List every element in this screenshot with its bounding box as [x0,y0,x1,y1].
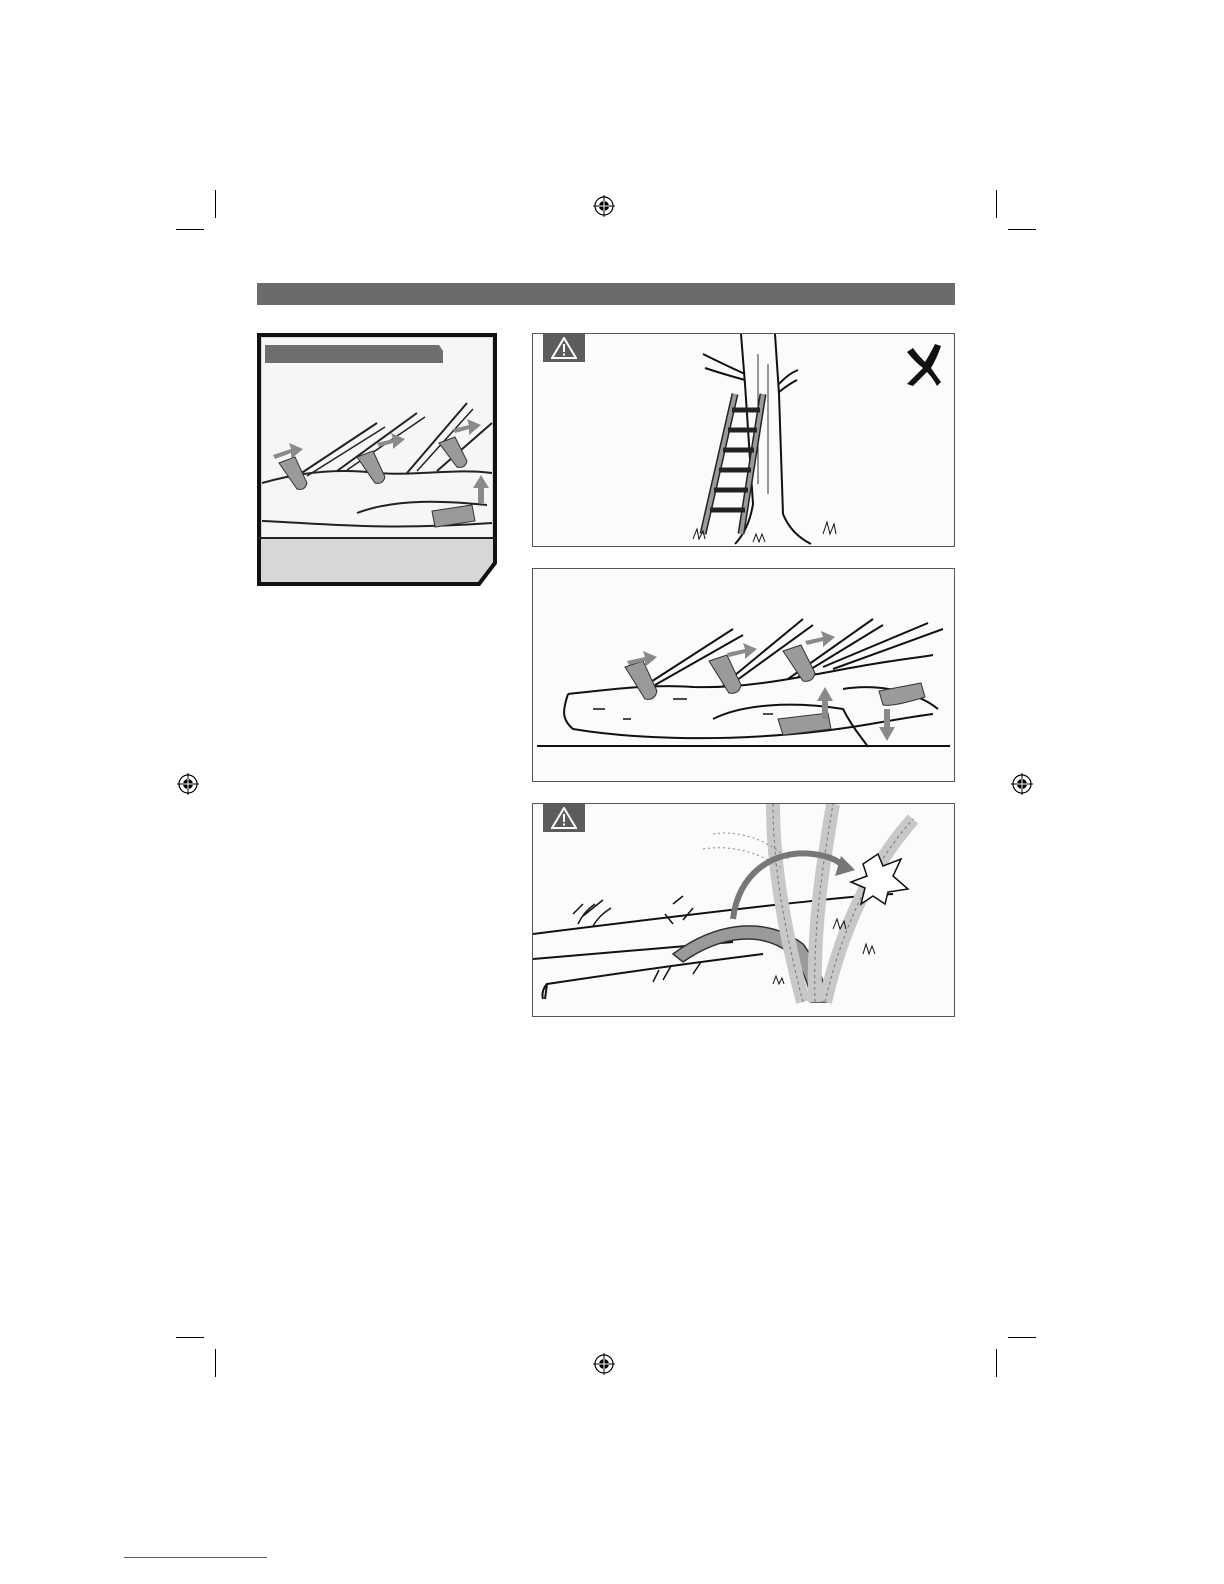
panel-limbing [532,568,955,782]
spring-pole-illustration [533,804,954,1016]
crop-mark-top-right-v [996,190,997,218]
inset-label-bar [265,345,443,363]
ladder-tree-illustration [683,334,903,546]
registration-mark-icon [593,1353,615,1375]
registration-mark-icon [1011,773,1033,795]
warning-badge [543,334,585,362]
registration-mark-icon [593,195,615,217]
crop-mark-bottom-right-v [996,1349,997,1377]
crop-mark-top-right-h [1008,229,1036,230]
warning-triangle-icon [551,337,577,359]
crop-mark-bottom-left-h [176,1337,204,1338]
registration-mark-icon [177,773,199,795]
limbing-illustration [533,569,954,781]
inset-illustration-limbing [257,333,497,586]
crop-mark-bottom-left-v [215,1349,216,1377]
panel-ladder-warning [532,333,955,547]
section-header-bar [257,283,955,305]
footer-rule [124,1557,267,1558]
cross-mark-icon [903,342,943,388]
crop-mark-top-left-h [176,229,204,230]
crop-mark-top-left-v [215,190,216,218]
crop-mark-bottom-right-h [1008,1337,1036,1338]
panel-spring-pole-warning [532,803,955,1017]
